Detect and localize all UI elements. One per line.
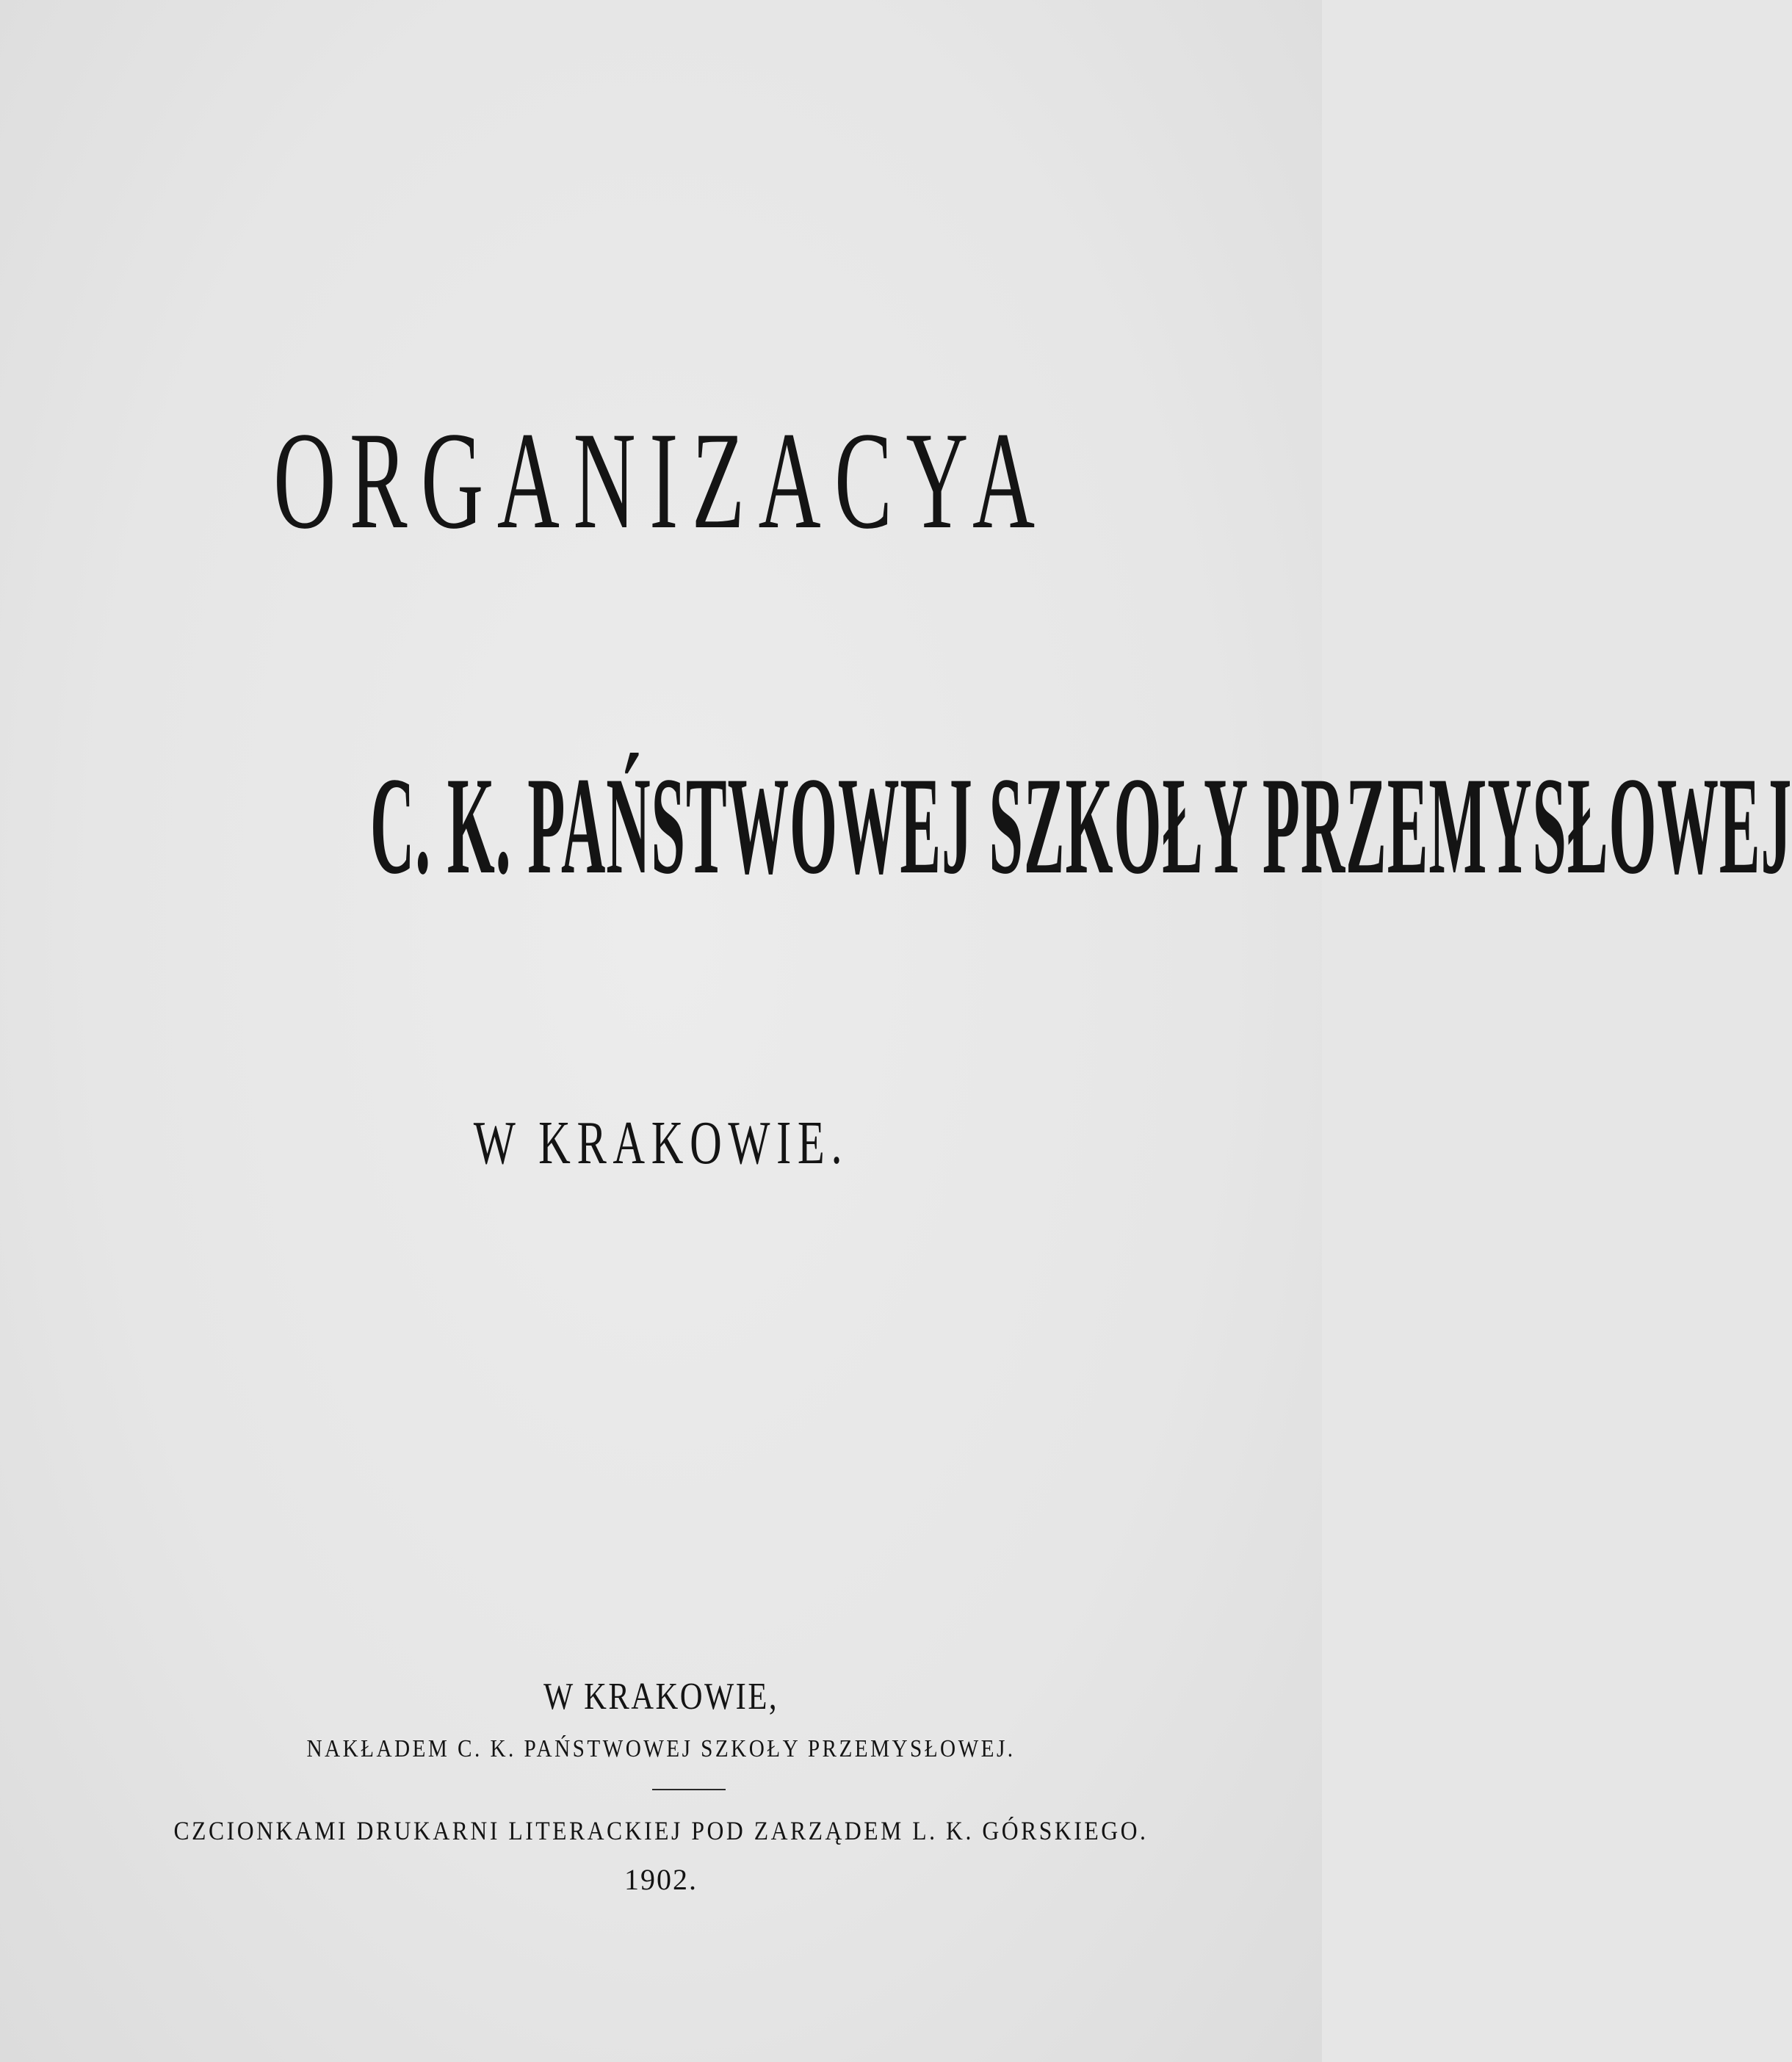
imprint-city: W KRAKOWIE, [543,1676,778,1718]
imprint-printer: CZCIONKAMI DRUKARNI LITERACKIEJ POD ZARZĄDEM L. K. GÓRSKIEGO. [173,1816,1149,1845]
imprint-year: 1902. [624,1863,698,1896]
title-place: W KRAKOWIE. [473,1109,849,1177]
divider-rule [652,1789,726,1790]
imprint-publisher: NAKŁADEM C. K. PAŃSTWOWEJ SZKOŁY PRZEMYSŁOWEJ. [306,1735,1016,1762]
main-title: ORGANIZACYA [273,404,1049,558]
subtitle: C. K. PAŃSTWOWEJ SZKOŁY PRZEMYSŁOWEJ [370,749,1792,903]
